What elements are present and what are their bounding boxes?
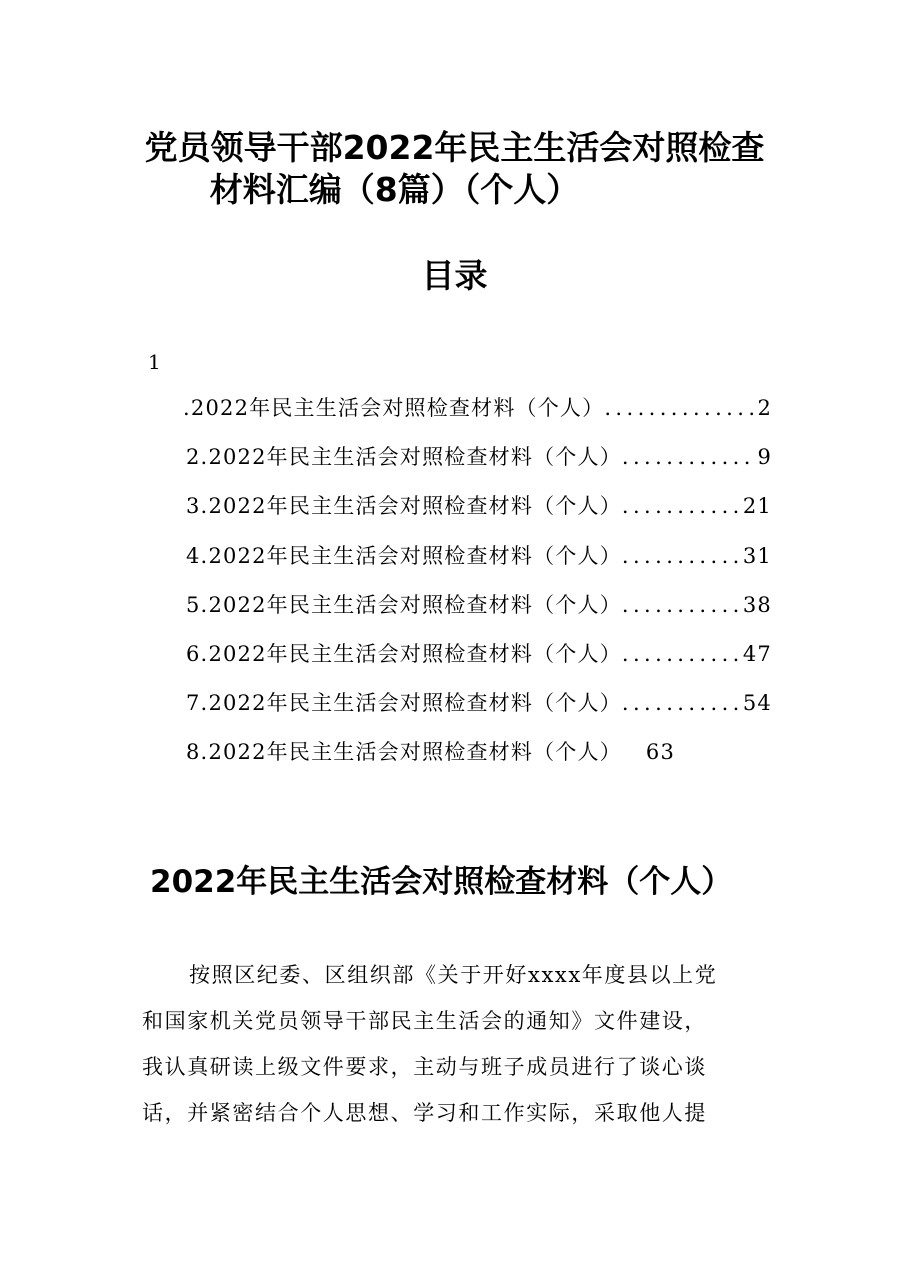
toc-entry-number: 7. bbox=[186, 691, 209, 716]
toc-leader-dots bbox=[604, 392, 755, 424]
toc-entry-page: 31 bbox=[742, 543, 772, 568]
toc-entry-number: . bbox=[183, 396, 191, 420]
toc-entry-page: 9 bbox=[757, 445, 772, 470]
toc-leader-dots bbox=[622, 441, 756, 473]
toc-entry[interactable] bbox=[186, 441, 772, 490]
toc-entry-page: 2 bbox=[757, 396, 772, 420]
toc-entry-title: 2022年民主生活会对照检查材料（个人） bbox=[208, 543, 622, 568]
document-title-line-1: 党员领导干部2022年民主生活会对照检查 bbox=[144, 128, 765, 167]
body-paragraph bbox=[142, 952, 772, 1136]
toc-entry-title: 2022年民主生活会对照检查材料（个人） bbox=[208, 494, 622, 519]
toc-lead-number: 1 bbox=[148, 350, 161, 374]
toc-entry-number: 4. bbox=[186, 543, 209, 568]
paragraph-line: 话，并紧密结合个人思想、学习和工作实际，采取他人提 bbox=[142, 1101, 707, 1125]
toc-entry[interactable] bbox=[183, 392, 772, 441]
toc-leader-dots bbox=[622, 540, 741, 572]
toc-leader-dots bbox=[622, 638, 741, 670]
paragraph-line: 按照区纪委、区组织部《关于开好xxxx年度县以上党 bbox=[189, 963, 718, 987]
toc-leader-dots bbox=[622, 589, 741, 621]
toc-entry-page: 21 bbox=[742, 494, 772, 519]
toc-leader-dots bbox=[622, 687, 741, 719]
toc-entry-number: 8. bbox=[186, 740, 209, 765]
toc-entry-number: 3. bbox=[186, 494, 209, 519]
document-title-line-2: 材料汇编（8篇）（个人） bbox=[209, 170, 580, 209]
toc-entry-title: 2022年民主生活会对照检查材料（个人） bbox=[208, 740, 622, 765]
toc-entry[interactable] bbox=[186, 736, 772, 785]
section-heading: 2022年民主生活会对照检查材料（个人） bbox=[150, 864, 733, 900]
toc-entry[interactable] bbox=[186, 490, 772, 539]
toc-entry-title: 2022年民主生活会对照检查材料（个人） bbox=[208, 691, 622, 716]
toc-entry[interactable] bbox=[186, 589, 772, 638]
toc-entry-page: 38 bbox=[742, 592, 772, 617]
table-of-contents bbox=[183, 392, 772, 786]
toc-entry-title: 2022年民主生活会对照检查材料（个人） bbox=[190, 396, 605, 420]
toc-entry[interactable] bbox=[186, 687, 772, 736]
toc-entry-page: 54 bbox=[742, 691, 772, 716]
toc-entry[interactable] bbox=[186, 540, 772, 589]
paragraph-line: 和国家机关党员领导干部民主生活会的通知》文件建设， bbox=[142, 1009, 707, 1033]
paragraph-line: 我认真研读上级文件要求，主动与班子成员进行了谈心谈 bbox=[142, 1055, 707, 1079]
toc-entry-title: 2022年民主生活会对照检查材料（个人） bbox=[208, 641, 622, 666]
toc-heading: 目录 bbox=[421, 256, 488, 295]
toc-entry[interactable] bbox=[186, 638, 772, 687]
toc-leader-dots bbox=[622, 490, 741, 522]
toc-entry-title: 2022年民主生活会对照检查材料（个人） bbox=[208, 445, 622, 470]
toc-entry-number: 6. bbox=[186, 641, 209, 666]
toc-entry-page: 47 bbox=[742, 641, 772, 666]
toc-entry-title: 2022年民主生活会对照检查材料（个人） bbox=[208, 592, 622, 617]
toc-entry-number: 2. bbox=[186, 445, 209, 470]
toc-entry-page: 63 bbox=[645, 740, 676, 765]
toc-entry-number: 5. bbox=[186, 592, 209, 617]
